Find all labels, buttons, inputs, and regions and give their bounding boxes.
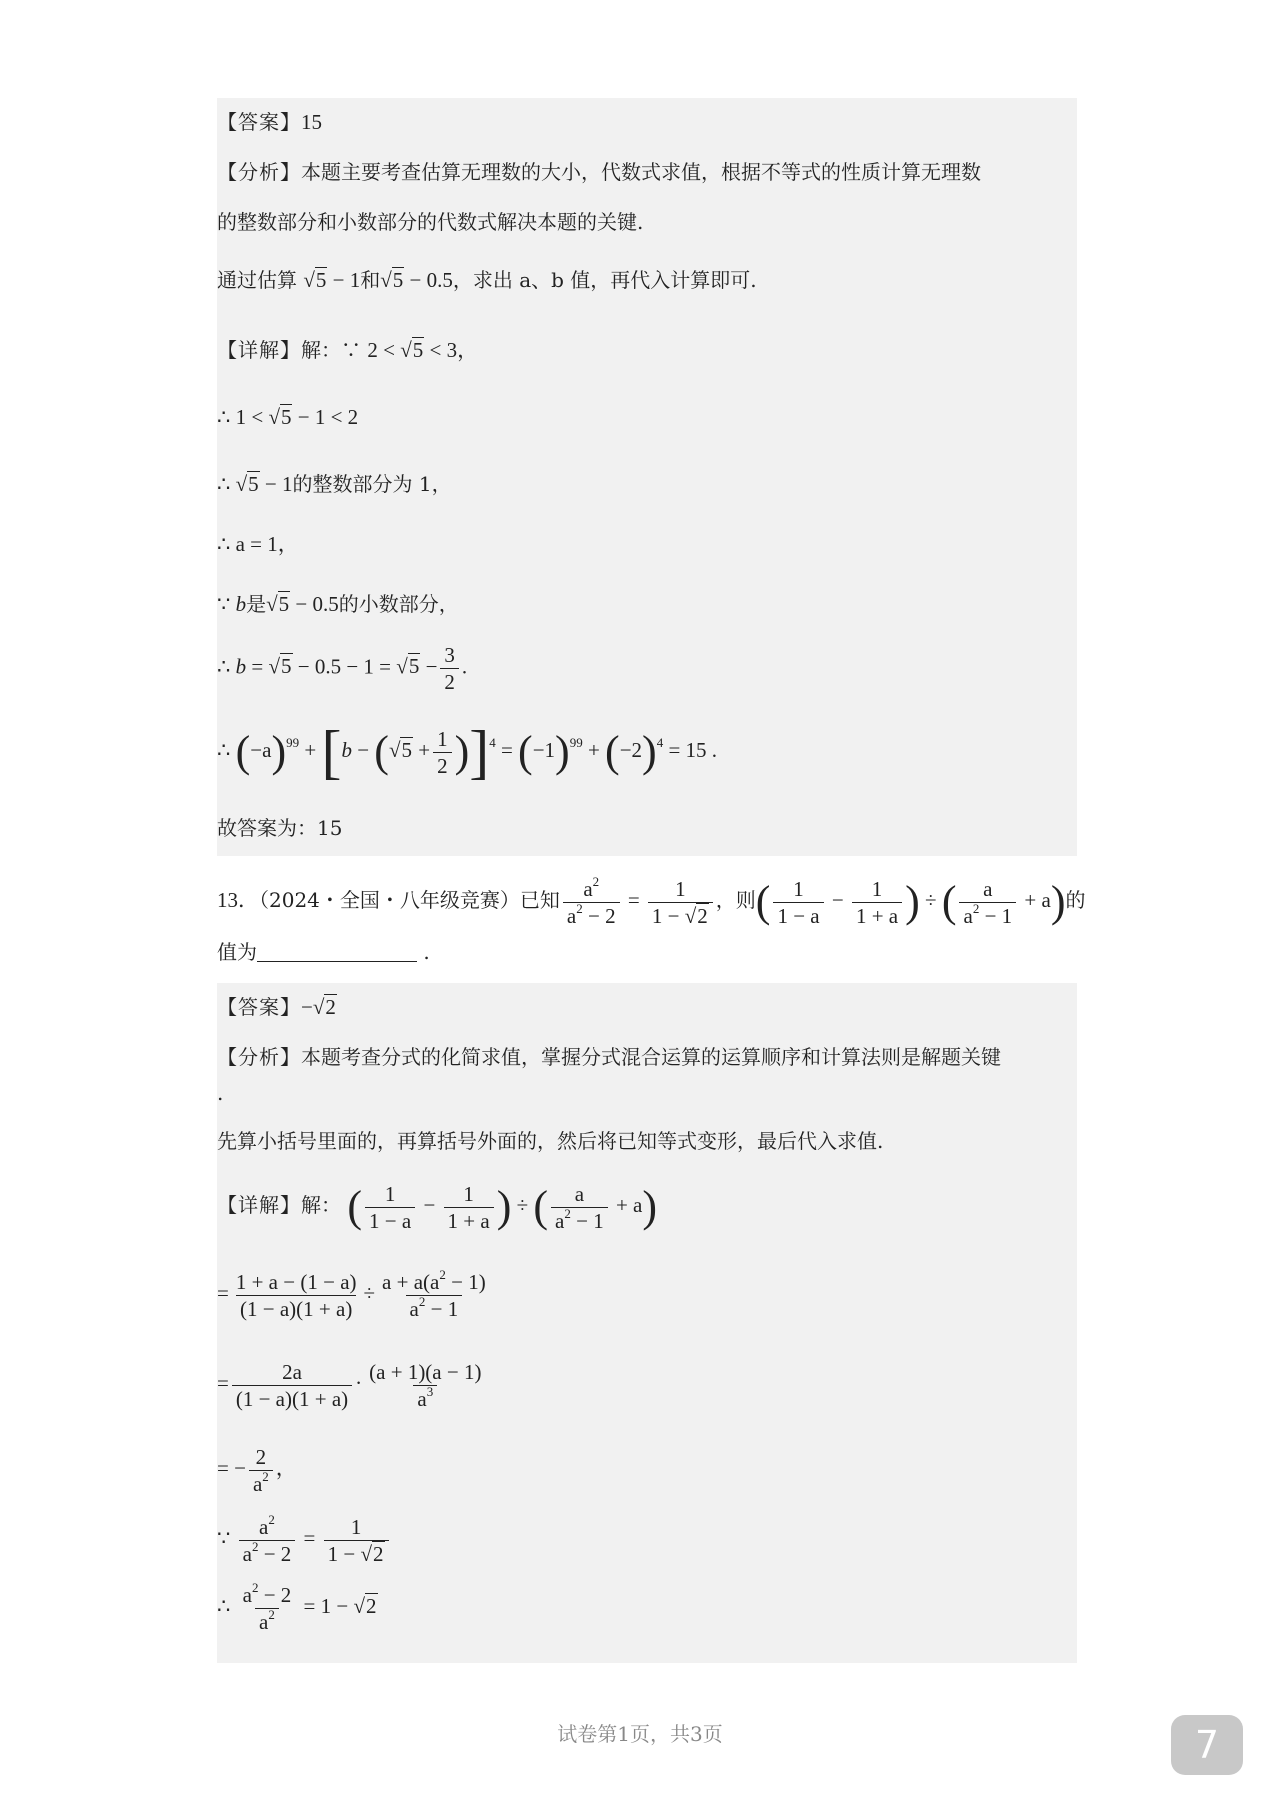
hint-line <box>217 266 757 294</box>
hint-prefix: 通过估算 <box>217 268 297 292</box>
answer-neg-sqrt2: −√2 <box>301 995 336 1019</box>
stem-value: 值为 <box>217 940 257 964</box>
answer-tag: 【答案】 <box>217 110 301 134</box>
analysis-line-1 <box>217 158 981 186</box>
stem-known: 已知 <box>519 888 560 912</box>
analysis-line-q13 <box>217 1043 1001 1071</box>
conclusion-line: 故答案为：15 <box>217 816 343 840</box>
answer-value: 15 <box>301 110 322 134</box>
step-b-decimal-part <box>217 590 459 618</box>
given-restated: ∵ $\frac{a^2}{a^2 - 2}$ = $\frac{1}{1 - √2}$ <box>217 1508 392 1568</box>
expr-sqrt5-minus-1: √5 − 1 <box>303 268 361 292</box>
detail-line <box>217 336 478 364</box>
step3-suffix: 的整数部分为 1， <box>292 472 452 496</box>
analysis-text-q13: 本题考查分式的化简求值，掌握分式混合运算的运算顺序和计算法则是解题关键 <box>301 1045 1001 1069</box>
analysis-tag: 【分析】 <box>217 160 301 184</box>
stem-of: 的 <box>1065 888 1086 912</box>
simplify-step-3: = − $\frac{2}{a^2}$ ， <box>217 1444 297 1496</box>
analysis-tag-q13: 【分析】 <box>217 1045 301 1069</box>
question-number: 13． <box>217 888 259 912</box>
question-13-blank-line: 值为 . <box>217 940 430 964</box>
solution-block-q12 <box>217 98 1077 856</box>
detail-start-q13: 解： <box>301 1193 341 1217</box>
step-a-equals-1: ∴ a = 1， <box>217 532 299 556</box>
step-integer-part <box>217 470 452 498</box>
answer-blank <box>257 939 417 962</box>
target-expression: ( $\frac{1}{1 - a}$ − $\frac{1}{1 + a}$ ) ÷ ( $\frac{a}{a^2 - 1}$ + a) <box>755 876 1066 928</box>
answer-line-q13 <box>217 993 337 1021</box>
hint-suffix: ，求出 a、b 值，再代入计算即可. <box>452 268 757 292</box>
analysis-dot-q13: . <box>217 1081 224 1105</box>
detail-tag-q13: 【详解】 <box>217 1193 301 1217</box>
answer-line <box>217 108 322 136</box>
detail-start: 解：∵ <box>301 338 361 362</box>
stem-then: ，则 <box>715 888 756 912</box>
step-b-value: ∴ b = √5 − 0.5 − 1 = √5 − $\frac{3}{2}$ . <box>217 643 468 694</box>
simplify-step-2: = $\frac{2a}{(1 - a)(1 + a)}$ · $\frac{(a + 1)(a - 1)}{a^3}$ <box>217 1359 482 1411</box>
analysis-text-1: 本题主要考查估算无理数的大小，代数式求值，根据不等式的性质计算无理数 <box>301 160 981 184</box>
expr-sqrt5-minus-05-b: √5 − 0.5 <box>266 592 339 616</box>
page-footer: 试卷第1页，共3页 <box>557 1722 723 1746</box>
step5-suffix: 的小数部分， <box>338 592 459 616</box>
step-final-expression: ∴ $(-a)^{99} + [b - (√5$ + $\frac{1}{2}$ )]$^4 = (-1)^{99} + (-2)^4 = 15$ . <box>217 719 718 786</box>
step5-mid: 是 <box>246 592 267 616</box>
question-13-stem <box>217 870 1085 930</box>
expr-sqrt5-minus-05: √5 − 0.5 <box>380 268 453 292</box>
original-expression: ( $\frac{1}{1 - a}$ − $\frac{1}{1 + a}$ ) ÷ ( $\frac{a}{a^2 - 1}$ + a) <box>347 1181 658 1233</box>
question-source: （2024・全国・八年级竞赛） <box>259 888 520 912</box>
detail-tag: 【详解】 <box>217 338 301 362</box>
inequality-2-sqrt5-3: 2 < √5 < 3， <box>367 338 479 362</box>
expr-because-b: ∵ b <box>217 592 247 616</box>
analysis-text-2: 的整数部分和小数部分的代数式解决本题的关键. <box>217 210 644 234</box>
simplify-step-1: = $\frac{1 + a - (1 - a)}{(1 - a)(1 + a)}$ ÷ $\frac{a + a(a^2 - 1)}{a^2 - 1}$ <box>217 1266 486 1321</box>
given-equation: $\frac{a^2}{a^2 - 2}$ = $\frac{1}{1 - √2}$ <box>560 888 716 912</box>
solution-block-q13 <box>217 983 1077 1663</box>
step-1-lt-sqrt5-minus-1-lt-2: ∴ 1 < √5 − 1 < 2 <box>217 405 359 429</box>
answer-tag-q13: 【答案】 <box>217 995 301 1019</box>
given-inverted: ∴ $\frac{a^2 - 2}{a^2}$ = 1 − √2 <box>217 1579 377 1634</box>
detail-line-q13 <box>217 1175 657 1235</box>
method-line-q13: 先算小括号里面的，再算括号外面的，然后将已知等式变形，最后代入求值. <box>217 1129 884 1153</box>
page-number-badge[interactable]: 7 <box>1171 1715 1243 1775</box>
hint-and: 和 <box>360 268 381 292</box>
analysis-line-2 <box>217 208 643 236</box>
expr-therefore-sqrt5-minus-1: ∴ √5 − 1 <box>217 472 293 496</box>
